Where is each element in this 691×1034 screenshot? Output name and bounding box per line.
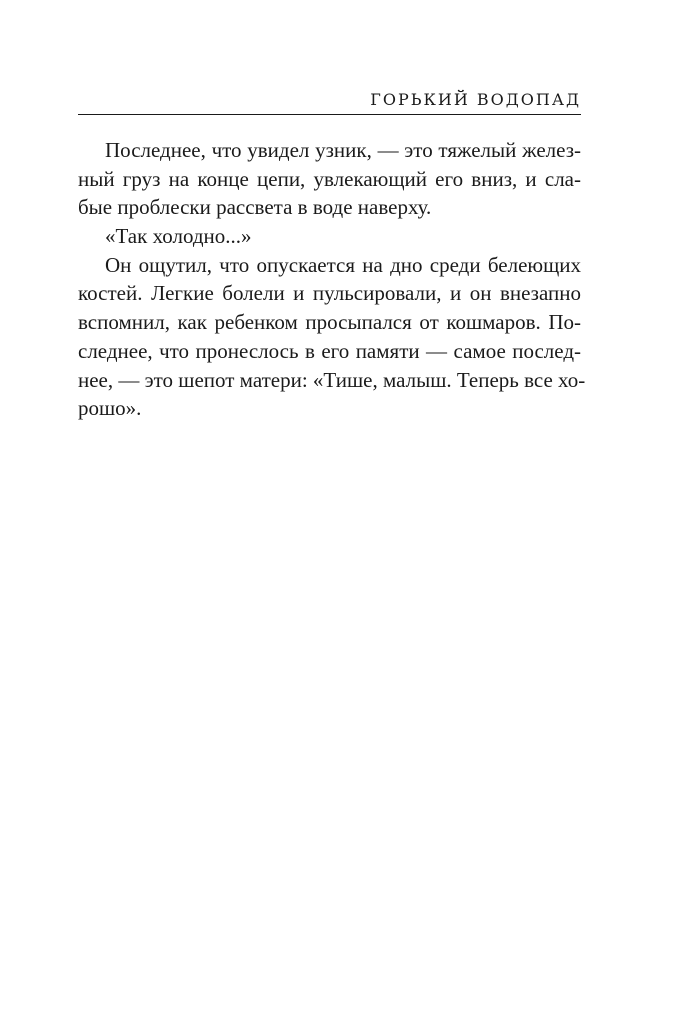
text-line: рошо». — [78, 396, 142, 421]
body-text — [78, 136, 586, 423]
text-line: костей. Легкие болели и пульсировали, и он внезапно — [78, 281, 581, 306]
running-head — [78, 88, 581, 115]
text-line: «Так холодно...» — [105, 224, 252, 249]
text-line: Он ощутил, что опускается на дно среди белеющих — [105, 252, 581, 277]
text-line: ный груз на конце цепи, увлекающий его вниз, и сла- — [78, 166, 581, 191]
running-title: ГОРЬКИЙ ВОДОПАД — [370, 90, 581, 109]
text-line: вспомнил, как ребенком просыпался от кошмаров. По- — [78, 310, 581, 335]
text-line: бые проблески рассвета в воде наверху. — [78, 195, 432, 220]
text-line: Последнее, что увидел узник, — это тяжелый желез- — [105, 138, 581, 162]
text-line: нее, — это шепот матери: «Тише, малыш. Теперь все хо- — [78, 367, 586, 392]
text-line: следнее, что пронеслось в его памяти — самое послед- — [78, 338, 581, 363]
